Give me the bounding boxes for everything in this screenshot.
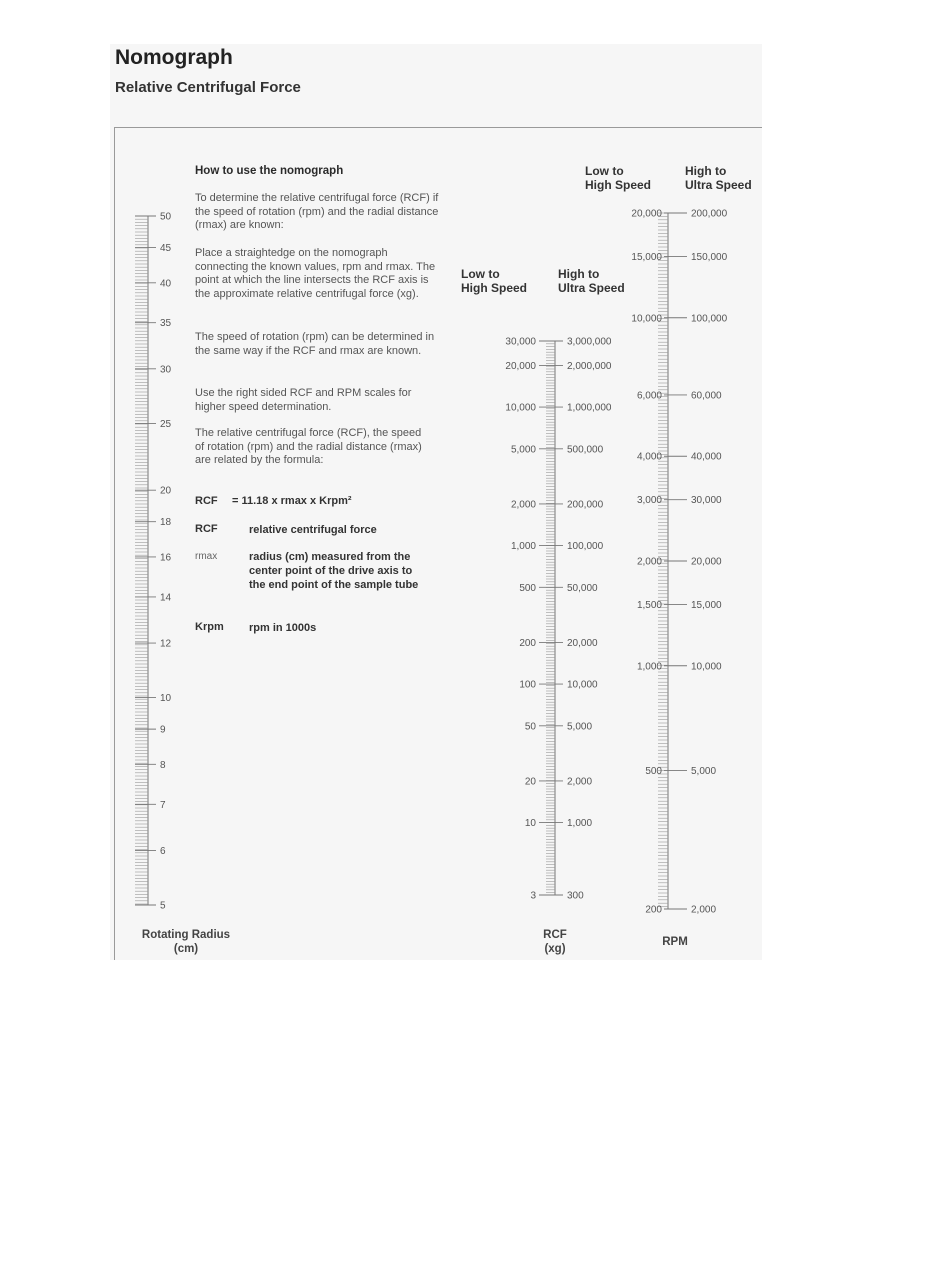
rpm-tick-label-ultra: 5,000: [691, 766, 717, 778]
radius-tick-label: 35: [160, 318, 172, 330]
rcf-tick-label-ultra: 500,000: [567, 444, 604, 456]
rcf-tick-label-ultra: 50,000: [567, 582, 598, 594]
page-title: Nomograph: [115, 46, 233, 69]
rcf-tick-label-ultra: 10,000: [567, 679, 598, 691]
rcf-scale: [505, 337, 612, 902]
radius-tick-label: 30: [160, 364, 172, 376]
rcf-tick-label-ultra: 200,000: [567, 499, 604, 511]
definition-term-rmax: rmax: [195, 551, 218, 562]
radius-tick-label: 12: [160, 638, 172, 650]
rpm-tick-label-ultra: 15,000: [691, 599, 722, 611]
rpm-tick-label-ultra: 150,000: [691, 251, 728, 263]
rcf-tick-label-low: 2,000: [510, 499, 536, 511]
radius-tick-label: 25: [160, 418, 172, 430]
rcf-tick-label-ultra: 2,000: [567, 776, 593, 788]
rpm-tick-label-low: 15,000: [631, 251, 662, 263]
radius-tick-label: 45: [160, 243, 172, 255]
formula-term: RCF: [195, 495, 218, 507]
rpm-tick-label-low: 20,000: [631, 208, 662, 220]
instruction-paragraph-3: The speed of rotation (rpm) can be determined in the same way if the RCF and rmax are known.: [195, 331, 435, 357]
definition-term-krpm: Krpm: [195, 621, 224, 633]
radius-tick-label: 50: [160, 211, 172, 223]
rcf-tick-label-ultra: 300: [567, 890, 584, 902]
rcf-tick-label-low: 200: [519, 637, 536, 649]
radius-scale: [135, 212, 172, 912]
rpm-tick-label-ultra: 2,000: [691, 904, 717, 916]
radius-tick-label: 7: [160, 799, 166, 811]
radius-tick-label: 14: [160, 592, 172, 604]
radius-tick-label: 18: [160, 517, 172, 529]
definition-text-krpm: rpm in 1000s: [249, 622, 317, 634]
radius-tick-label: 40: [160, 278, 172, 290]
rpm-tick-label-low: 3,000: [636, 495, 662, 507]
rpm-head-low-to-high: Low to High Speed: [585, 164, 652, 192]
rcf-tick-label-ultra: 1,000: [567, 818, 593, 830]
rpm-head-high-to-ultra: High to Ultra Speed: [685, 164, 752, 192]
definition-text-rmax: radius (cm) measured from the center point of the drive axis to the end point of the sample tube: [249, 551, 419, 591]
rpm-tick-label-ultra: 20,000: [691, 556, 722, 568]
radius-axis-label: Rotating Radius (cm): [141, 929, 231, 955]
rcf-head-low-to-high: Low to High Speed: [461, 267, 528, 295]
rpm-tick-label-ultra: 10,000: [691, 661, 722, 673]
radius-tick-label: 10: [160, 693, 172, 705]
rpm-tick-label-ultra: 40,000: [691, 451, 722, 463]
rcf-tick-label-low: 50: [524, 721, 536, 733]
rcf-tick-label-ultra: 1,000,000: [567, 402, 612, 414]
instruction-paragraph-2: Place a straightedge on the nomograph connecting the known values, rpm and rmax. The point at which the line intersects the RCF axis is the approximate relative centrifugal force (xg).: [195, 247, 436, 300]
rcf-tick-label-ultra: 3,000,000: [567, 336, 612, 348]
radius-tick-label: 20: [160, 485, 172, 497]
rpm-scale: [631, 209, 727, 916]
radius-tick-label: 9: [160, 724, 166, 736]
rpm-tick-label-low: 1,500: [636, 599, 662, 611]
rpm-tick-label-low: 10,000: [631, 313, 662, 325]
rcf-tick-label-low: 10,000: [505, 402, 536, 414]
instruction-paragraph-4: Use the right sided RCF and RPM scales for higher speed determination.: [195, 387, 412, 413]
formula-expression: = 11.18 x rmax x Krpm²: [232, 495, 352, 507]
radius-tick-label: 5: [160, 900, 166, 912]
rpm-tick-label-low: 6,000: [636, 390, 662, 402]
rpm-tick-label-ultra: 60,000: [691, 390, 722, 402]
rpm-tick-label-ultra: 30,000: [691, 495, 722, 507]
rcf-tick-label-low: 20,000: [505, 360, 536, 372]
rcf-tick-label-ultra: 2,000,000: [567, 360, 612, 372]
rcf-tick-label-ultra: 100,000: [567, 541, 604, 553]
rcf-tick-label-low: 30,000: [505, 336, 536, 348]
rpm-tick-label-low: 1,000: [636, 661, 662, 673]
rpm-tick-label-low: 200: [645, 904, 662, 916]
rcf-tick-label-low: 3: [530, 890, 536, 902]
rcf-tick-label-ultra: 5,000: [567, 721, 593, 733]
rpm-tick-label-low: 500: [645, 766, 662, 778]
instruction-paragraph-5: The relative centrifugal force (RCF), the speed of rotation (rpm) and the radial distance (rmax) are related by the formula:: [195, 427, 422, 466]
rcf-tick-label-low: 5,000: [510, 444, 536, 456]
radius-tick-label: 16: [160, 552, 172, 564]
definition-text-rcf: relative centrifugal force: [249, 524, 377, 536]
rcf-head-high-to-ultra: High to Ultra Speed: [558, 267, 625, 295]
radius-tick-label: 8: [160, 759, 166, 771]
rcf-axis-label: RCF (xg): [543, 929, 567, 955]
rpm-tick-label-low: 4,000: [636, 451, 662, 463]
rpm-tick-label-ultra: 200,000: [691, 208, 728, 220]
instruction-paragraph-1: To determine the relative centrifugal force (RCF) if the speed of rotation (rpm) and the radial distance (rmax) are known:: [195, 192, 439, 231]
rcf-tick-label-ultra: 20,000: [567, 637, 598, 649]
rcf-tick-label-low: 100: [519, 679, 536, 691]
rcf-tick-label-low: 1,000: [510, 541, 536, 553]
rpm-axis-label: RPM: [662, 936, 688, 948]
rcf-tick-label-low: 10: [524, 818, 536, 830]
rcf-tick-label-low: 20: [524, 776, 536, 788]
instructions-heading: How to use the nomograph: [195, 165, 344, 177]
rcf-tick-label-low: 500: [519, 582, 536, 594]
rpm-tick-label-low: 2,000: [636, 556, 662, 568]
radius-tick-label: 6: [160, 845, 166, 857]
definition-term-rcf: RCF: [195, 523, 218, 535]
rpm-tick-label-ultra: 100,000: [691, 313, 728, 325]
page-subtitle: Relative Centrifugal Force: [115, 79, 301, 96]
